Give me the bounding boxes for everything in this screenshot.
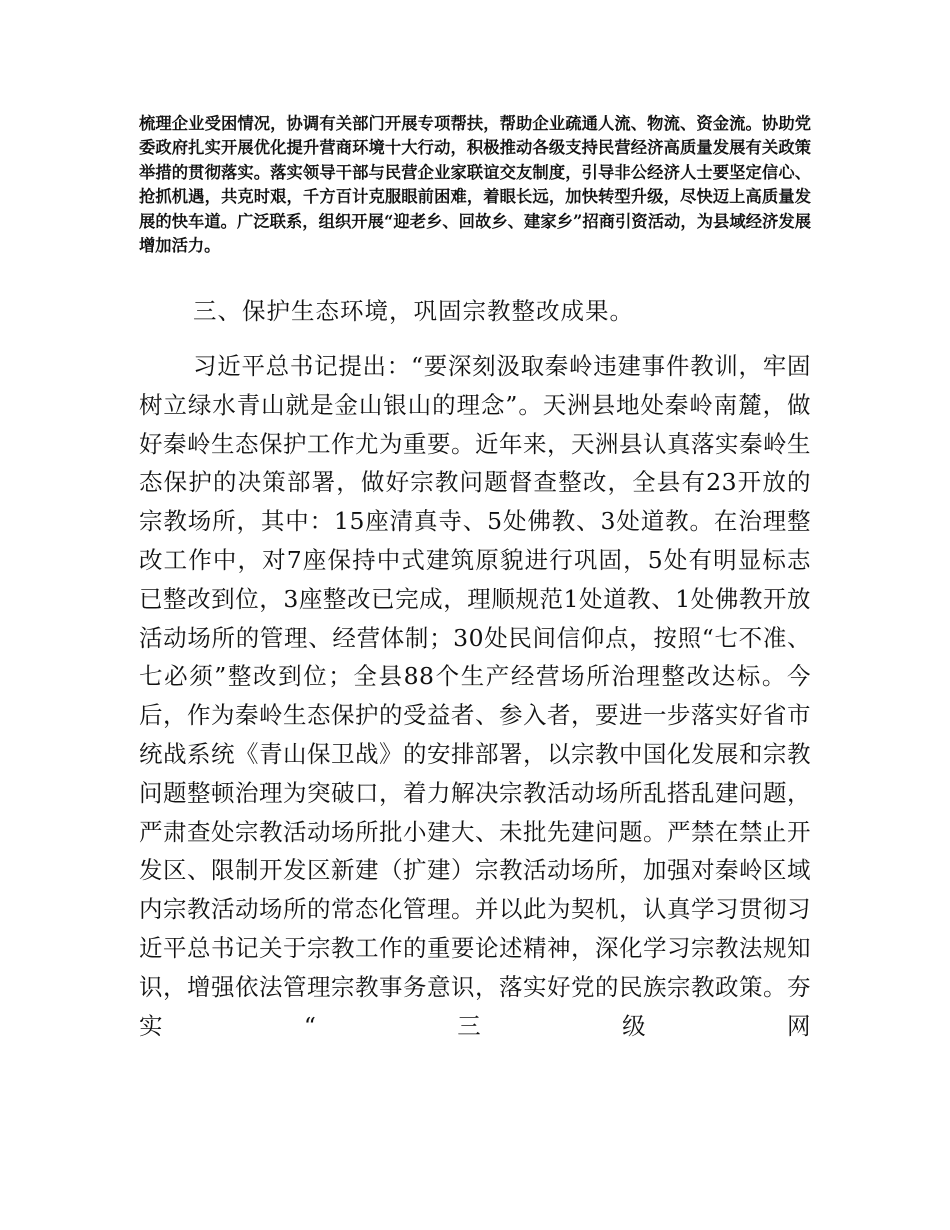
section-heading: 三、保护生态环境，巩固宗教整改成果。 [193, 297, 634, 325]
body-paragraph: 习近平总书记提出：“要深刻汲取秦岭违建事件教训，牢固树立绿水青山就是金山银山的理念”。天洲县地处秦岭南麓，做好秦岭生态保护工作尤为重要。近年来，天洲县认真落实秦岭生态保护的决策部署，做好宗教问题督查整改，全县有23开放的宗教场所，其中：15座清真寺、5处佛教、3处道教。在治理整改工作中，对7座保持中式建筑原貌进行巩固，5处有明显标志已整改到位，3座整改已完成，理顺规范1处道教、1处佛教开放活动场所的管理、经营体制；30处民间信仰点，按照“七不准、七必须”整改到位；全县88个生产经营场所治理整改达标。今后，作为秦岭生态保护的受益者、参入者，要进一步落实好省市统战系统《青山保卫战》的安排部署，以宗教中国化发展和宗教问题整顿治理为突破口，着力解决宗教活动场所乱搭乱建问题，严肃查处宗教活动场所批小建大、未批先建问题。严禁在禁止开发区、限制开发区新建（扩建）宗教活动场所，加强对秦岭区域内宗教活动场所的常态化管理。并以此为契机，认真学习贯彻习近平总书记关于宗教工作的重要论述精神，深化学习宗教法规知识，增强依法管理宗教事务意识，落实好党的民族宗教政策。夯实“三级网 [139, 352, 811, 1040]
intro-paragraph: 梳理企业受困情况，协调有关部门开展专项帮扶，帮助企业疏通人流、物流、资金流。协助党委政府扎实开展优化提升营商环境十大行动，积极推动各级支持民营经济高质量发展有关政策举措的贯彻落实。落实领导干部与民营企业家联谊交友制度，引导非公经济人士要坚定信心、抢抓机遇，共克时艰，千方百计克服眼前困难，着眼长远，加快转型升级，尽快迈上高质量发展的快车道。广泛联系，组织开展“迎老乡、回故乡、建家乡”招商引资活动，为县域经济发展增加活力。 [139, 114, 811, 256]
